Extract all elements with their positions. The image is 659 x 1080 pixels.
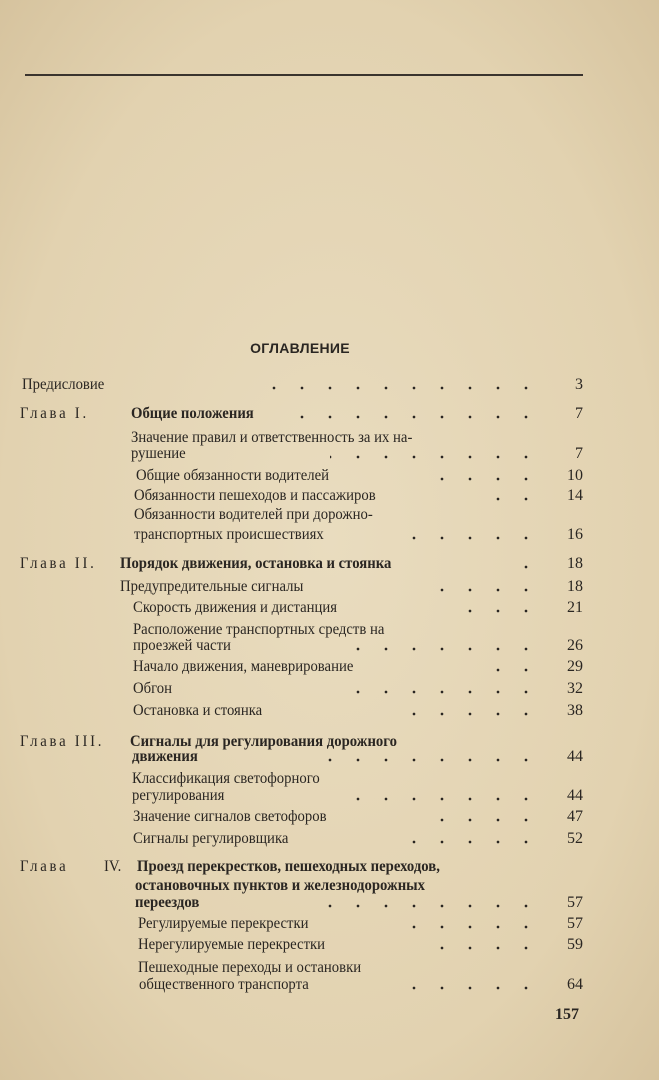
chapter-label: Глава xyxy=(20,858,69,875)
chapter-label: Глава I. xyxy=(20,405,89,422)
dot-leader xyxy=(440,477,540,481)
section-title: Значение сигналов светофоров xyxy=(133,808,327,825)
dot-leader xyxy=(410,536,540,540)
chapter-title: переездов xyxy=(135,894,200,911)
page-number: 10 xyxy=(567,467,583,484)
section-title: Предупредительные сигналы xyxy=(120,578,304,595)
dot-leader xyxy=(475,497,540,501)
chapter-title: Порядок движения, остановка и стоянка xyxy=(120,555,392,572)
section-title: Нерегулируемые перекрестки xyxy=(138,936,326,953)
chapter-number: IV. xyxy=(104,858,122,875)
section-title: Обгон xyxy=(133,680,173,697)
section-title: транспортных происшествиях xyxy=(134,526,324,543)
dot-leader xyxy=(330,455,540,459)
section-title: проезжей части xyxy=(133,637,231,654)
page-number: 26 xyxy=(567,637,583,654)
page-number: 7 xyxy=(575,405,583,422)
dot-leader xyxy=(355,797,540,801)
page-number: 32 xyxy=(567,680,583,697)
page-number: 18 xyxy=(567,555,583,572)
page-number: 29 xyxy=(567,658,583,675)
chapter-title: остановочных пунктов и железнодорожных xyxy=(135,877,426,894)
page-number: 7 xyxy=(575,445,583,462)
dot-leader xyxy=(260,386,540,390)
section-title: Регулируемые перекрестки xyxy=(138,915,309,932)
page-number: 57 xyxy=(567,894,583,911)
section-title: Обязанности пешеходов и пассажиров xyxy=(134,487,376,504)
page-number: 38 xyxy=(567,702,583,719)
dot-leader xyxy=(400,925,540,929)
section-title: Классификация светофорного xyxy=(132,770,320,787)
chapter-label: Глава II. xyxy=(20,555,97,572)
dot-leader xyxy=(400,712,540,716)
chapter-title: Сигналы для регулирования дорожного xyxy=(130,733,397,750)
section-title: Общие обязанности водителей xyxy=(136,467,330,484)
dot-leader xyxy=(420,588,540,592)
section-title: Расположение транспортных средств на xyxy=(133,621,385,638)
page-number: 14 xyxy=(567,487,583,504)
section-title: Пешеходные переходы и остановки xyxy=(138,959,362,976)
page-number: 47 xyxy=(567,808,583,825)
section-title: Сигналы регулировщика xyxy=(133,830,289,847)
section-title: Скорость движения и дистанция xyxy=(133,599,338,616)
section-title: Значение правил и ответственность за их на- xyxy=(131,429,413,446)
page-number: 59 xyxy=(567,936,583,953)
dot-leader xyxy=(320,758,540,762)
page-number: 21 xyxy=(567,599,583,616)
dot-leader xyxy=(310,904,540,908)
page-number: 3 xyxy=(575,376,583,393)
chapter-title: Проезд перекрестков, пешеходных переходов, xyxy=(137,858,440,875)
section-title: Обязанности водителей при дорожно- xyxy=(134,506,373,523)
section-title: Начало движения, маневрирование xyxy=(133,658,354,675)
section-title: рушение xyxy=(131,445,186,462)
page-number: 16 xyxy=(567,526,583,543)
dot-leader xyxy=(485,668,540,672)
dot-leader xyxy=(400,840,540,844)
page-number: 44 xyxy=(567,748,583,765)
section-title: Остановка и стоянка xyxy=(133,702,263,719)
page-number: 52 xyxy=(567,830,583,847)
toc-title: ОГЛАВЛЕНИЕ xyxy=(250,340,350,356)
page-number: 18 xyxy=(567,578,583,595)
page-number: 57 xyxy=(567,915,583,932)
header-rule xyxy=(25,74,583,76)
page-number: 64 xyxy=(567,976,583,993)
dot-leader xyxy=(445,609,540,613)
dot-leader xyxy=(340,647,540,651)
dot-leader xyxy=(440,818,540,822)
folio-page-number: 157 xyxy=(555,1006,579,1023)
page-number: 44 xyxy=(567,787,583,804)
dot-leader xyxy=(290,415,540,419)
toc-preface: Предисловие xyxy=(22,376,105,393)
dot-leader xyxy=(430,946,540,950)
section-title: регулирования xyxy=(132,787,225,804)
chapter-title: движения xyxy=(132,748,198,765)
chapter-title: Общие положения xyxy=(131,405,254,422)
dot-leader xyxy=(390,986,540,990)
dot-leader xyxy=(340,690,540,694)
section-title: общественного транспорта xyxy=(139,976,309,993)
dot-leader xyxy=(512,565,540,569)
chapter-label: Глава III. xyxy=(20,733,105,750)
